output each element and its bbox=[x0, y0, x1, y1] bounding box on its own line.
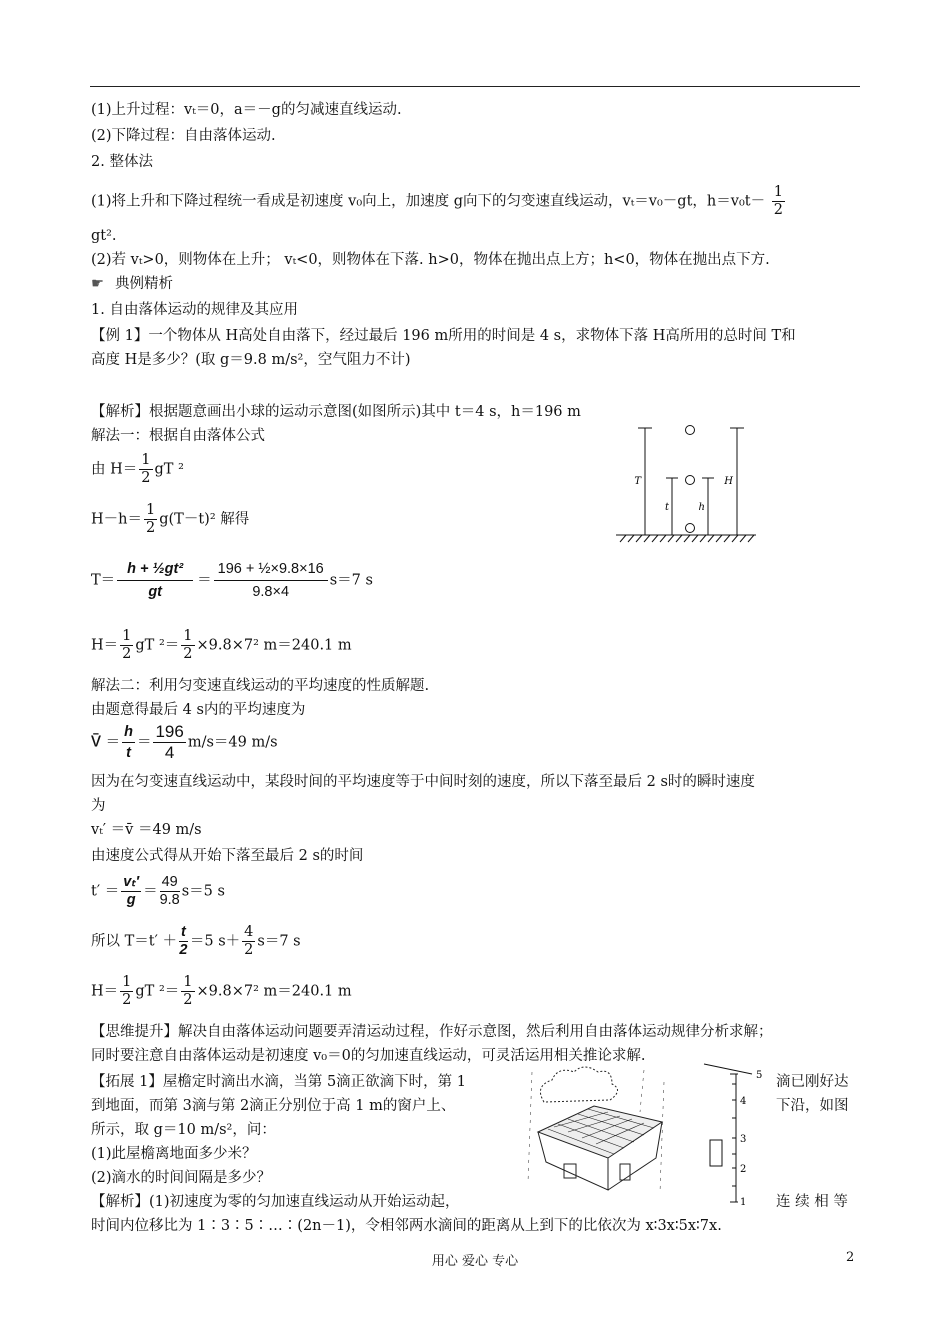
numerator: 1 bbox=[145, 502, 156, 518]
denominator: 9.8 bbox=[159, 892, 180, 908]
denominator: 2 bbox=[244, 942, 254, 958]
fraction bbox=[153, 722, 185, 763]
text-line: 同时要注意自由落体运动是初速度 v₀＝0的匀加速直线运动，可灵活运用相关推论求解. bbox=[91, 1048, 646, 1064]
denominator: 2 bbox=[122, 992, 132, 1008]
denominator: gt bbox=[148, 584, 163, 600]
text-line: 解法二：利用匀变速直线运动的平均速度的性质解题. bbox=[91, 678, 430, 694]
text-line: 【思维提升】解决自由落体运动问题要弄清运动过程，作好示意图，然后利用自由落体运动规律分析求解； bbox=[91, 1024, 773, 1040]
denominator: t bbox=[126, 745, 131, 761]
text-line: 滴已刚好达 bbox=[776, 1074, 849, 1090]
fraction bbox=[181, 628, 194, 663]
label-T: T bbox=[634, 476, 641, 487]
denominator: g bbox=[126, 892, 136, 908]
equation-line bbox=[91, 628, 352, 663]
text-span: ×9.8×7² m＝240.1 m bbox=[196, 637, 352, 654]
text-span: m/s＝49 m/s bbox=[187, 734, 278, 751]
text-span: ＝5 s＋ bbox=[189, 933, 241, 950]
text-span: g(T－t)² 解得 bbox=[159, 511, 250, 528]
equation-line: T＝ $\frac{\text{h + ½gt²}}{gt}$ ＝ $\frac{\text{196 + ½×9.8×16}}{9.8\times 4}$ s＝7 s bbox=[91, 558, 373, 603]
denominator: 2 bbox=[183, 992, 193, 1008]
denominator: 2 bbox=[179, 942, 188, 958]
denominator: 2 bbox=[183, 646, 193, 662]
numerator: 49 bbox=[160, 874, 180, 892]
text-line: 【解析】根据题意画出小球的运动示意图(如图所示)其中 t＝4 s，h＝196 m bbox=[91, 404, 581, 420]
fraction bbox=[121, 874, 141, 909]
text-span: H－h＝ bbox=[91, 511, 142, 528]
text-line: 时间内位移比为 1∶3∶5∶…∶(2n－1)，令相邻两水滴间的距离从上到下的比依次为 x∶3x∶5x∶7x. bbox=[91, 1218, 722, 1234]
text-line: (2)若 vₜ>0，则物体在上升； vₜ<0，则物体在下落. h>0，物体在抛出点上方；h<0，物体在抛出点下方. bbox=[91, 252, 770, 268]
window bbox=[710, 1140, 722, 1166]
text-line: 解法一：根据自由落体公式 bbox=[91, 428, 265, 444]
text-span: 由 H＝ bbox=[91, 461, 138, 478]
text-line: 【解析】(1)初速度为零的匀加速直线运动从开始运动起， bbox=[91, 1194, 460, 1210]
text-span: (1)将上升和下降过程统一看成是初速度 v₀向上，加速度 g向下的匀变速直线运动，vₜ＝v₀－gt，h＝v₀t－ bbox=[91, 193, 766, 210]
fraction bbox=[160, 874, 180, 909]
text-line: 高度 H是多少？(取 g＝9.8 m/s²，空气阻力不计) bbox=[91, 352, 411, 368]
text-line: 到地面，而第 3滴与第 2滴正分别位于高 1 m的窗户上、 bbox=[91, 1098, 456, 1114]
eave-scale-diagram bbox=[700, 1060, 780, 1210]
text-span: v̄ bbox=[91, 729, 101, 752]
ground-hatch bbox=[620, 535, 754, 542]
text-line: (1)上升过程：vₜ＝0，a＝－g的匀减速直线运动. bbox=[91, 102, 402, 118]
text-span: t′ ＝ bbox=[91, 883, 120, 900]
text-line: 由速度公式得从开始下落至最后 2 s的时间 bbox=[91, 848, 364, 864]
text-span: H＝ bbox=[91, 637, 119, 654]
numerator: 196 + ½×9.8×16 bbox=[214, 558, 328, 581]
text-span: 典例精析 bbox=[115, 276, 173, 292]
tick-label: 2 bbox=[740, 1164, 747, 1175]
fraction bbox=[179, 924, 188, 959]
text-line: (1)此屋檐离地面多少米？ bbox=[91, 1146, 257, 1162]
text-span: s＝5 s bbox=[181, 883, 225, 900]
equation-line: t′ ＝ $\frac{\text{vₜ′}}{g}$ ＝ $\frac{49}{9.8}$ s＝5 s bbox=[91, 874, 225, 908]
equation-line bbox=[91, 452, 184, 487]
text-span: gT ²＝ bbox=[135, 637, 180, 654]
text-line: (2)滴水的时间间隔是多少？ bbox=[91, 1170, 272, 1186]
equation-line bbox=[91, 924, 301, 959]
hand-pointer-icon: ☛ bbox=[91, 276, 104, 292]
denominator: 2 bbox=[122, 646, 132, 662]
text-line: 【例 1】一个物体从 H高处自由落下，经过最后 196 m所用的时间是 4 s，求物体下落 H高所用的总时间 T和 bbox=[91, 328, 796, 344]
text-line: 1. 自由落体运动的规律及其应用 bbox=[91, 302, 298, 318]
label-t: t bbox=[664, 502, 669, 513]
denominator: 2 bbox=[773, 202, 783, 218]
numerator: t bbox=[181, 924, 186, 940]
text-span: H＝ bbox=[91, 983, 119, 1000]
text-span: gT ²＝ bbox=[135, 983, 180, 1000]
text-line bbox=[91, 184, 787, 219]
fraction bbox=[120, 974, 133, 1009]
fraction bbox=[772, 184, 785, 219]
fraction bbox=[242, 924, 255, 959]
text-line: 由题意得最后 4 s内的平均速度为 bbox=[91, 702, 306, 718]
ball bbox=[686, 524, 695, 533]
text-span: ×9.8×7² m＝240.1 m bbox=[196, 983, 352, 1000]
fraction bbox=[181, 974, 194, 1009]
label-H: H bbox=[724, 476, 733, 487]
fraction bbox=[139, 452, 152, 487]
denominator: 9.8×4 bbox=[252, 584, 290, 600]
page-number: 2 bbox=[846, 1250, 855, 1265]
tick-label: 1 bbox=[740, 1197, 747, 1208]
fraction bbox=[144, 502, 157, 537]
tick-label: 4 bbox=[740, 1096, 747, 1107]
text-line: (2)下降过程：自由落体运动. bbox=[91, 128, 276, 144]
numerator: 4 bbox=[244, 924, 254, 940]
denominator: 2 bbox=[141, 470, 151, 486]
tick-label: 3 bbox=[740, 1134, 747, 1145]
text-line: 因为在匀变速直线运动中，某段时间的平均速度等于中间时刻的速度，所以下落至最后 2 s时的瞬时速度 bbox=[91, 774, 755, 790]
numerator: 1 bbox=[141, 452, 151, 468]
numerator: vₜ′ bbox=[123, 874, 140, 890]
ball bbox=[686, 476, 695, 485]
denominator: 4 bbox=[164, 743, 175, 762]
fraction bbox=[120, 628, 133, 663]
fraction bbox=[122, 722, 135, 763]
equation-line bbox=[91, 974, 352, 1009]
section-heading: 2. 整体法 bbox=[91, 154, 153, 170]
numerator: 1 bbox=[773, 184, 783, 200]
text-line: 为 bbox=[91, 798, 106, 814]
text-line: 连 续 相 等 bbox=[776, 1194, 848, 1210]
numerator: h + ½gt² bbox=[117, 558, 193, 581]
tick-label: 5 bbox=[756, 1070, 763, 1081]
fraction bbox=[214, 558, 328, 603]
text-span: gT ² bbox=[154, 461, 184, 478]
text-span: 所以 T＝t′ ＋ bbox=[91, 933, 178, 950]
equation-line bbox=[91, 502, 249, 537]
numerator: 196 bbox=[155, 722, 184, 741]
text-line: 下沿，如图 bbox=[776, 1098, 849, 1114]
section-heading bbox=[91, 274, 173, 294]
text-span: s＝7 s bbox=[329, 572, 373, 589]
equation-line: v̄ ＝ $\frac{h}{t}$ ＝ $\frac{196}{4}$ m/s＝49 m/s bbox=[91, 722, 278, 762]
house-rain-illustration bbox=[524, 1062, 674, 1202]
text-line: vₜ′ ＝v̄ ＝49 m/s bbox=[91, 822, 202, 838]
header-rule bbox=[90, 86, 860, 87]
ball bbox=[686, 426, 695, 435]
fraction bbox=[117, 558, 193, 603]
page-footer: 用心 爱心 专心 bbox=[431, 1254, 519, 1269]
numerator: h bbox=[122, 722, 135, 743]
denominator: 2 bbox=[145, 520, 156, 536]
text-span: T＝ bbox=[91, 572, 116, 589]
text-span: s＝7 s bbox=[257, 933, 301, 950]
text-line: 所示，取 g＝10 m/s²，问： bbox=[91, 1122, 276, 1138]
text-line: 【拓展 1】屋檐定时滴出水滴，当第 5滴正欲滴下时，第 1 bbox=[91, 1074, 467, 1090]
text-line: gt². bbox=[91, 228, 117, 244]
label-h: h bbox=[698, 502, 705, 513]
numerator: 1 bbox=[122, 974, 132, 990]
numerator: 1 bbox=[122, 628, 132, 644]
numerator: 1 bbox=[183, 628, 193, 644]
falling-ball-diagram bbox=[616, 420, 766, 550]
numerator: 1 bbox=[183, 974, 193, 990]
